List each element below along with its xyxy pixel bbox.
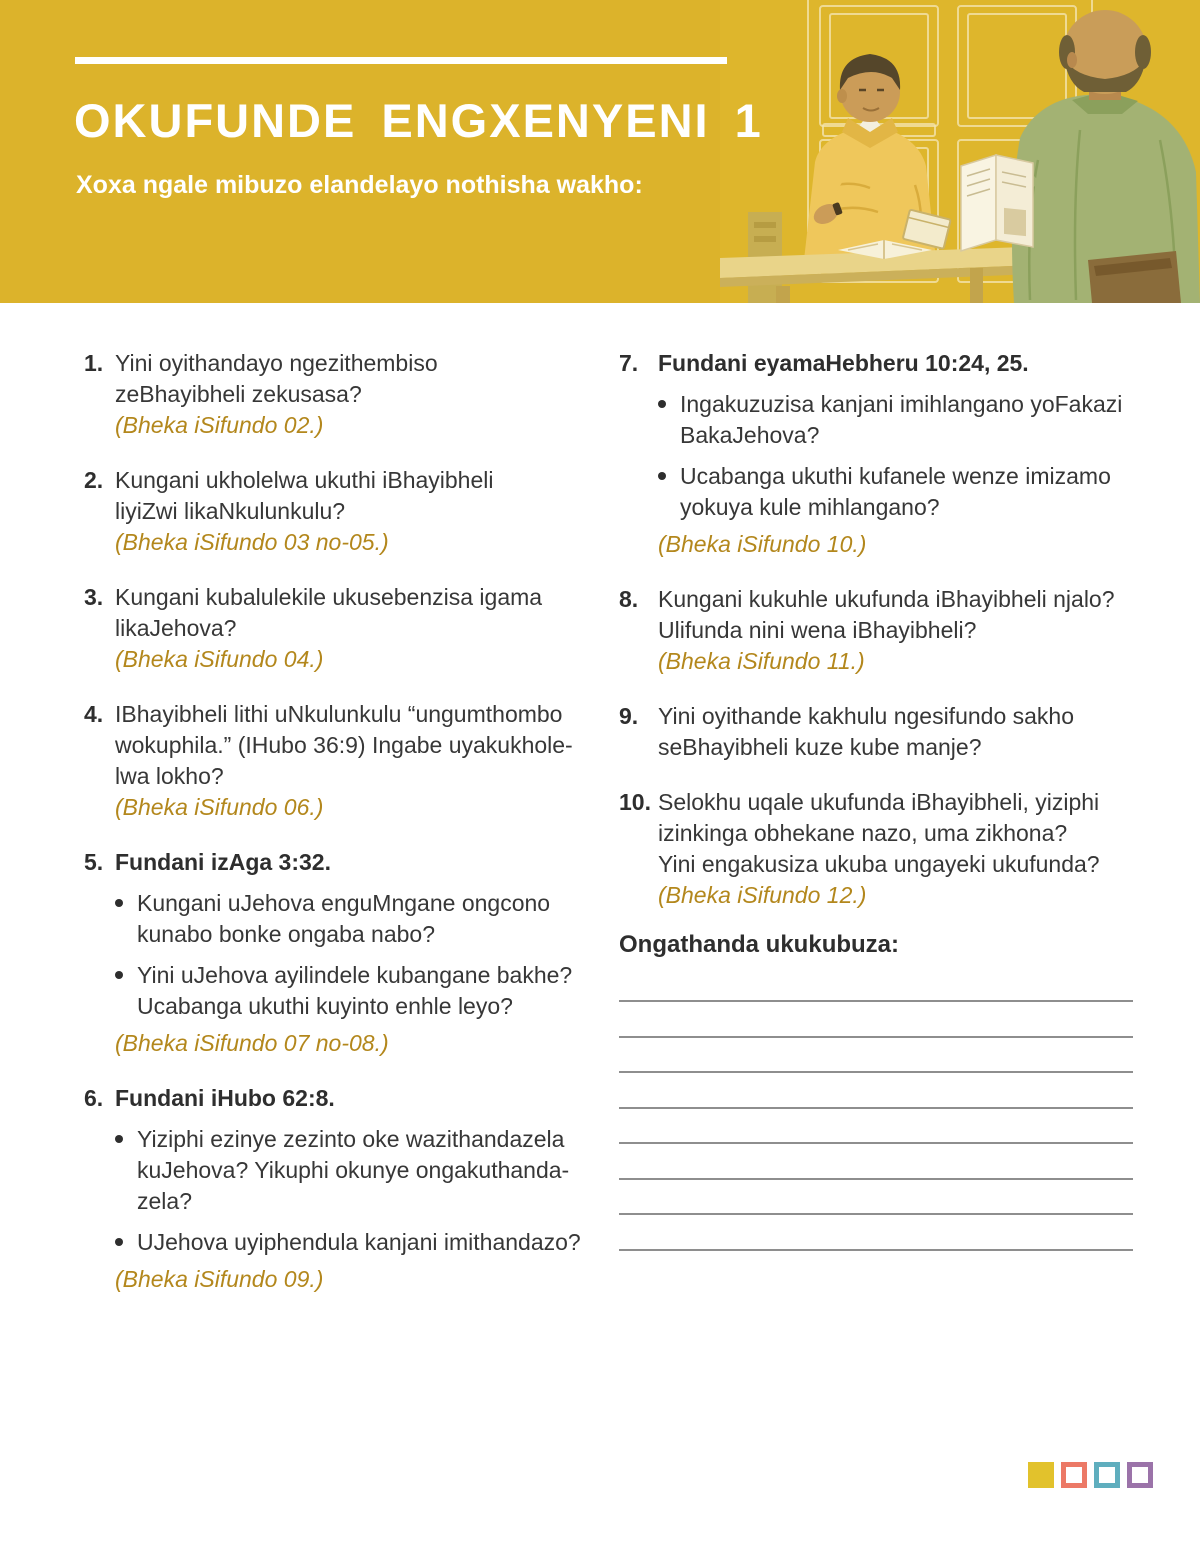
bullet-text-line: UJehova uyiphendula kanjani imithandazo?	[137, 1229, 581, 1255]
question-text-line: Selokhu uqale ukufunda iBhayibheli, yiziphi	[658, 789, 1100, 815]
yellow-filled-square-icon	[1028, 1462, 1054, 1488]
right-chair	[1088, 251, 1181, 303]
write-in-lines	[619, 960, 1133, 1251]
bullet-item	[115, 960, 589, 1022]
study-reference: (Bheka iSifundo 11.)	[658, 648, 865, 674]
question-item-4	[84, 699, 589, 823]
bullet-item	[115, 888, 589, 950]
write-in-line	[619, 960, 1133, 1002]
bullet-text-line: Kungani uJehova enguMngane ongcono	[137, 890, 551, 916]
header-banner	[0, 0, 1200, 303]
bullet-text-line: Ucabanga ukuthi kufanele wenze imizamo	[680, 463, 1111, 489]
question-number: 6.	[84, 1085, 104, 1111]
bullet-item	[115, 1124, 589, 1217]
question-text-line: Yini oyithandayo ngezithembiso	[115, 350, 438, 376]
question-number: 4.	[84, 701, 104, 727]
write-in-line	[619, 1038, 1133, 1074]
bullet-text-line: zela?	[137, 1188, 192, 1214]
write-in-line	[619, 1215, 1133, 1251]
coral-outline-square-icon	[1061, 1462, 1087, 1488]
bullet-text-line: Yiziphi ezinye zezinto oke wazithandazela	[137, 1126, 565, 1152]
question-lead: Fundani iHubo 62:8.	[115, 1085, 335, 1111]
study-reference: (Bheka iSifundo 10.)	[658, 531, 867, 557]
write-in-line	[619, 1073, 1133, 1109]
write-in-line	[619, 1002, 1133, 1038]
question-number: 1.	[84, 350, 104, 376]
footer-color-squares	[1028, 1462, 1153, 1488]
question-item-1	[84, 348, 589, 441]
page-title: OKUFUNDE ENGXENYENI 1	[74, 94, 763, 147]
question-text-line: Yini engakusiza ukuba ungayeki ukufunda?	[658, 851, 1100, 877]
question-lead: Fundani eyamaHebheru 10:24, 25.	[658, 350, 1029, 376]
question-item-5	[84, 847, 589, 1059]
write-in-line	[619, 1144, 1133, 1180]
question-text-line: Kungani kubalulekile ukusebenzisa igama	[115, 584, 543, 610]
study-reference: (Bheka iSifundo 06.)	[115, 794, 324, 820]
bullet-item	[115, 1227, 589, 1258]
bullet-icon	[115, 899, 123, 907]
bullet-text-line: Ucabanga ukuthi kuyinto enhle leyo?	[137, 993, 513, 1019]
question-text-line: IBhayibheli lithi uNkulunkulu “ungumthombo	[115, 701, 563, 727]
question-text-line: zeBhayibheli zekusasa?	[115, 381, 362, 407]
question-text-line: lwa lokho?	[115, 763, 224, 789]
brochure	[961, 155, 1033, 251]
bullet-icon	[658, 400, 666, 408]
write-in-line	[619, 1109, 1133, 1145]
page-subtitle: Xoxa ngale mibuzo elandelayo nothisha wakho:	[76, 171, 643, 199]
question-item-7	[619, 348, 1140, 560]
bullet-text-line: yokuya kule mihlangano?	[680, 494, 940, 520]
study-reference: (Bheka iSifundo 04.)	[115, 646, 324, 672]
study-reference: (Bheka iSifundo 12.)	[658, 882, 867, 908]
bullet-item	[658, 389, 1140, 451]
bullet-text-line: kunabo bonke ongaba nabo?	[137, 921, 436, 947]
bullet-text-line: BakaJehova?	[680, 422, 820, 448]
header-rule	[75, 57, 727, 64]
question-number: 10.	[619, 789, 651, 815]
study-reference: (Bheka iSifundo 03 no-05.)	[115, 529, 389, 555]
question-text-line: Yini oyithande kakhulu ngesifundo sakho	[658, 703, 1074, 729]
bullet-icon	[658, 472, 666, 480]
question-number: 7.	[619, 350, 639, 376]
question-text-line: Kungani kukuhle ukufunda iBhayibheli njalo?	[658, 586, 1115, 612]
question-number: 3.	[84, 584, 104, 610]
bullet-icon	[115, 1135, 123, 1143]
bullet-text-line: Ingakuzuzisa kanjani imihlangano yoFakazi	[680, 391, 1123, 417]
study-reference: (Bheka iSifundo 07 no-08.)	[115, 1030, 389, 1056]
question-text-line: izinkinga obhekane nazo, uma zikhona?	[658, 820, 1068, 846]
study-illustration	[720, 0, 1200, 303]
bullet-item	[658, 461, 1140, 523]
question-lead: Fundani izAga 3:32.	[115, 849, 331, 875]
question-text-line: seBhayibheli kuze kube manje?	[658, 734, 982, 760]
question-text-line: Ulifunda nini wena iBhayibheli?	[658, 617, 977, 643]
question-item-6	[84, 1083, 589, 1295]
question-item-3	[84, 582, 589, 675]
question-text-line: wokuphila.” (IHubo 36:9) Ingabe uyakukhole-	[115, 732, 573, 758]
study-reference: (Bheka iSifundo 09.)	[115, 1266, 324, 1292]
question-number: 8.	[619, 586, 639, 612]
question-text-line: Kungani ukholelwa ukuthi iBhayibheli	[115, 467, 494, 493]
bullet-icon	[115, 971, 123, 979]
bullet-icon	[115, 1238, 123, 1246]
teal-outline-square-icon	[1094, 1462, 1120, 1488]
question-number: 2.	[84, 467, 104, 493]
question-item-8	[619, 584, 1140, 677]
question-item-9	[619, 701, 1140, 763]
question-number: 9.	[619, 703, 639, 729]
purple-outline-square-icon	[1127, 1462, 1153, 1488]
question-number: 5.	[84, 849, 104, 875]
write-in-line	[619, 1180, 1133, 1216]
questions-right-column	[619, 348, 1140, 1251]
questions-left-column	[84, 348, 589, 1319]
question-item-10	[619, 787, 1140, 911]
write-in-heading: Ongathanda ukukubuza:	[619, 931, 900, 958]
question-item-2	[84, 465, 589, 558]
question-text-line: likaJehova?	[115, 615, 237, 641]
question-text-line: liyiZwi likaNkulunkulu?	[115, 498, 346, 524]
bullet-text-line: Yini uJehova ayilindele kubangane bakhe?	[137, 962, 573, 988]
bullet-text-line: kuJehova? Yikuphi okunye ongakuthanda-	[137, 1157, 570, 1183]
study-reference: (Bheka iSifundo 02.)	[115, 412, 324, 438]
